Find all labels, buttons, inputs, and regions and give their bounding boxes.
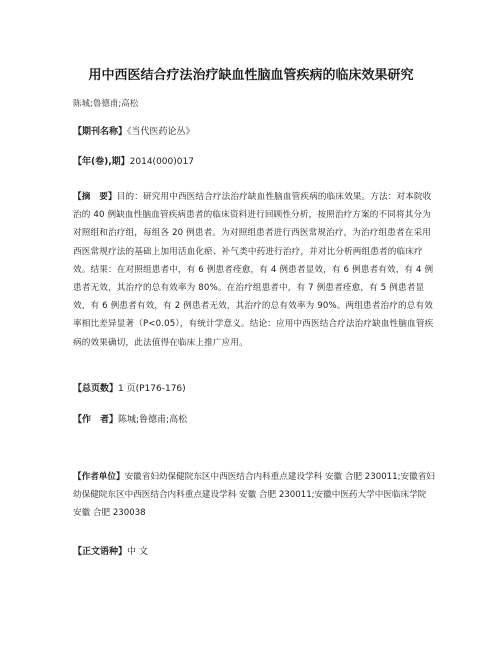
authors-label: 【作 者】 bbox=[73, 415, 119, 425]
affiliation-field bbox=[73, 468, 435, 523]
year-issue-field bbox=[73, 153, 194, 171]
page-count-value: 1 页(P176-176) bbox=[118, 384, 186, 394]
journal-label: 【期刊名称】 bbox=[73, 127, 128, 137]
abstract-label: 【摘 要】 bbox=[73, 192, 117, 202]
affiliation-value: 安徽省妇幼保健院东区中西医结合内科重点建设学科 安徽 合肥 230011;安徽省妇幼保健院东区中西医结合内科重点建设学科 安徽 合肥 230011;安徽中医药大学中医临床学院 安徽 合肥 230038 bbox=[73, 472, 435, 519]
language-field bbox=[73, 543, 148, 561]
journal-value: 《当代医药论丛》 bbox=[127, 127, 195, 137]
affiliation-label: 【作者单位】 bbox=[73, 472, 125, 482]
page-count-label: 【总页数】 bbox=[73, 384, 119, 394]
language-value: 中 文 bbox=[127, 547, 148, 557]
year-issue-value: 2014(000)017 bbox=[129, 157, 194, 167]
journal-field bbox=[73, 123, 195, 141]
authors-line: 陈城;鲁德甫;高松 bbox=[73, 99, 139, 109]
abstract-field bbox=[73, 188, 435, 352]
language-label: 【正文语种】 bbox=[73, 547, 128, 557]
page-title: 用中西医结合疗法治疗缺血性脑血管疾病的临床效果研究 bbox=[88, 68, 414, 83]
abstract-text: 目的：研究用中西医结合疗法治疗缺血性脑血管疾病的临床效果。方法：对本院收治的 40 例缺血性脑血管疾病患者的临床资料进行回顾性分析，按照治疗方案的不同将其分为对照组和治疗组，每组各 20 例患者。为对照组患者进行西医常规治疗，为治疗组患者在采用西医常规疗法的基础上加用活血化瘀、补气类中药进行治疗，并对比分析两组患者的临床疗效。结果：在对照组患者中，有 6 例患者痊愈，有 4 例患者显效，有 6 例患者有效，有 4 例患者无效，其治疗的总有效率为 80%。在治疗组患者中，有 7 例患者痊愈，有 5 例患者显效，有 6 例患者有效，有 2 例患者无效，其治疗的总有效率为 90%。两组患者治疗的总有效率相比差异显著（P<0.05），有统计学意义。结论：应用中西医结合疗法治疗缺血性脑血管疾病的效果确切，此法值得在临床上推广应用。 bbox=[73, 192, 434, 348]
year-issue-label: 【年(卷),期】 bbox=[73, 157, 130, 167]
authors-value: 陈城;鲁德甫;高松 bbox=[118, 415, 188, 425]
page-count-field bbox=[73, 380, 186, 398]
authors-field bbox=[73, 411, 187, 429]
